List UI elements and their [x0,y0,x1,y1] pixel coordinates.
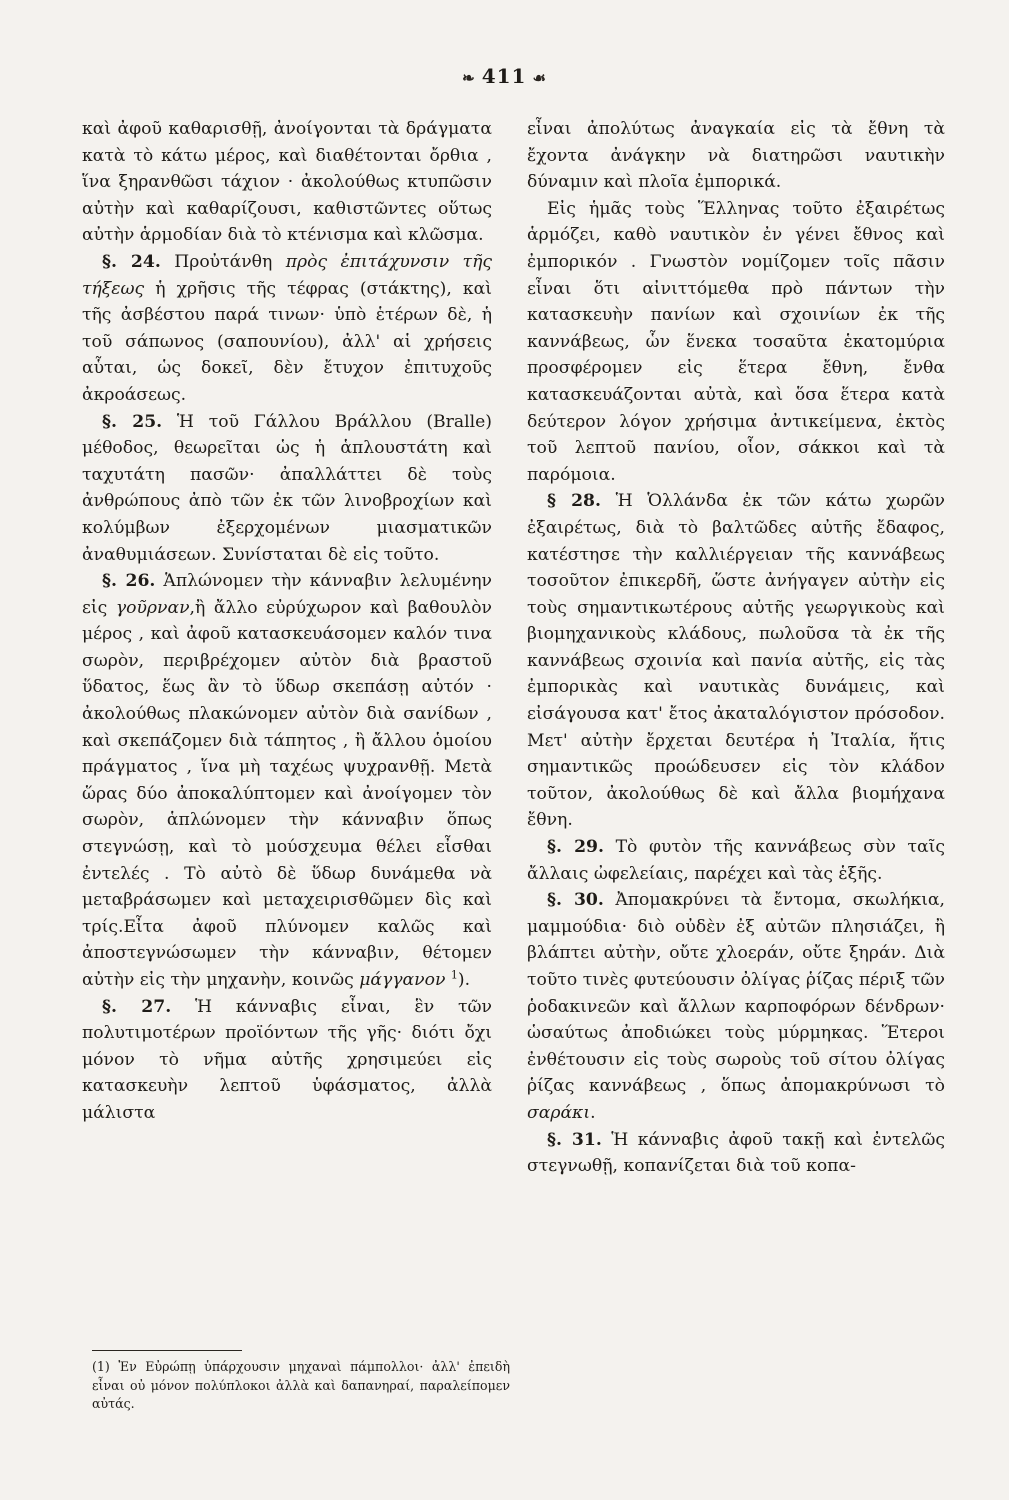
footnote-rule [92,1350,242,1351]
text-run: ἡ χρῆσις τῆς τέφρας (στάκτης), καὶ τῆς ἀσβέστου παρά τινων· ὑπὸ ἑτέρων δὲ, ἡ τοῦ σάπωνος (σαπουνίου), ἀλλ' αἱ χρήσεις αὗται, ὡς δοκεῖ, δὲν ἔτυχον ἐπιτυχοῦς ἀκροάσεως. [82,278,492,405]
ornament-right-icon: ☙ [532,69,547,87]
text-run: Ἡ κάνναβις ἀφοῦ τακῇ καὶ ἐντελῶς στεγνωθῇ, κοπανίζεται διὰ τοῦ κοπα- [527,1129,946,1177]
section-paragraph [527,834,945,887]
section-number: §. 24. [102,251,161,272]
section-paragraph [82,568,492,994]
italic-text: σαράκι [527,1102,591,1123]
italic-text: μάγγανον [359,970,446,990]
section-paragraph [82,249,492,409]
paragraph: Εἰς ἡμᾶς τοὺς Ἕλληνας τοῦτο ἐξαιρέτως ἁρμόζει, καθὸ ναυτικὸν ἐν γένει ἔθνος καὶ ἐμπορικόν . Γνωστὸν νομίζομεν τοῖς πᾶσιν εἶναι ὅτι αἰνιττόμεθα πρὸ πάντων τὴν κατασκευὴν πανίων καὶ σχοινίων ἐκ τῆς καννάβεως, ὧν ἕνεκα τοσαῦτα ἑκατομύρια προσφέρομεν εἰς ἕτερα ἔθνη, ἔνθα κατασκευάζονται αὐτὰ, καὶ ὅσα ἕτερα κατὰ δεύτερον λόγον χρήσιμα ἀντικείμενα, ἐκτὸς τοῦ λεπτοῦ πανίου, οἷον, σάκκοι καὶ τὰ παρόμοια. [527,198,945,485]
text-run: Προὐτάνθη [174,251,286,272]
section-number: §. 26. [102,571,156,592]
text-run: ,ἢ ἄλλο εὐρύχωρον καὶ βαθουλὸν μέρος , καὶ ἀφοῦ κατασκευάσομεν καλόν τινα σωρὸν, περιβρέχομεν αὐτὸν διὰ βραστοῦ ὕδατος, ἕως ἂν τὸ ὕδωρ σκεπάσῃ αὐτόν · ἀκολούθως πλακώνομεν αὐτὸν διὰ σανίδων , καὶ σκεπάζομεν διὰ τάπητος , ἢ ἄλλου ὁμοίου πράγματος , ἵνα μὴ ταχέως ψυχρανθῇ. Μετὰ ὥρας δύο ἀποκαλύπτομεν καὶ ἀνοίγομεν τὸν σωρὸν, ἁπλώνομεν τὴν κάνναβιν ὅπως στεγνώσῃ, καὶ τὸ μούσχευμα θέλει εἶσθαι ἐντελές . Τὸ αὐτὸ δὲ ὕδωρ δυνάμεθα νὰ μεταβράσωμεν καὶ μεταχειρισθῶμεν δὶς καὶ τρίς.Εἶτα ἀφοῦ πλύνομεν καλῶς καὶ ἀποστεγνώσωμεν τὴν κάνναβιν, θέτομεν αὐτὴν εἰς τὴν μηχανὴν, κοινῶς [82,597,492,990]
section-number: §. 31. [547,1129,602,1150]
text-run: ). [457,970,471,990]
page-number: 411 [481,64,527,88]
section-paragraph [82,994,492,1127]
right-column [527,116,945,1180]
section-number: §. 25. [102,411,163,432]
paragraph: καὶ ἀφοῦ καθαρισθῇ, ἀνοίγονται τὰ δράγματα κατὰ τὸ κάτω μέρος, καὶ διαθέτονται ὄρθια , ἵνα ξηρανθῶσι τάχιον · ἀκολούθως κτυπῶσιν αὐτὴν καὶ καθαρίζουσι, καθιστῶντες οὕτως αὐτὴν ἁρμοδίαν διὰ τὸ κτένισμα καὶ κλῶσμα. [82,119,492,246]
section-paragraph [527,1127,945,1180]
text-run: Ἡ Ὁλλάνδα ἐκ τῶν κάτω χωρῶν ἐξαιρέτως, διὰ τὸ βαλτῶδες αὐτῆς ἔδαφος, κατέστησε τὴν καλλιέργειαν τῆς καννάβεως τοσοῦτον ἐπικερδῆ, ὥστε ἀνήγαγεν αὐτὴν εἰς τοὺς σημαντικωτέρους αὐτῆς γεωργικοὺς καὶ βιομηχανικοὺς κλάδους, πωλοῦσα τὰ ἐκ τῆς καννάβεως σχοινία καὶ πανία αὐτῆς, εἰς τὰς ἐμπορικὰς καὶ ναυτικὰς δυνάμεις, καὶ εἰσάγουσα κατ' ἔτος ἀκαταλόγιστον πρόσοδον. Μετ' αὐτὴν ἔρχεται δευτέρα ἡ Ἰταλία, ἥτις σημαντικῶς προώδευσεν εἰς τὸν κλάδον τοῦτον, ἀκολούθως δὲ καὶ ἄλλα βιομήχανα ἔθνη. [527,491,946,831]
section-number: §. 29. [547,837,604,858]
text-run: Ἡ κάνναβις εἶναι, ἓν τῶν πολυτιμοτέρων προϊόντων τῆς γῆς· διότι ὄχι μόνον τὸ νῆμα αὐτῆς χρησιμεύει εἰς κατασκευὴν λεπτοῦ ὑφάσματος, ἀλλὰ μάλιστα [82,996,492,1123]
page-header [0,64,1009,88]
text-run: Ἡ τοῦ Γάλλου Βράλλου (Bralle) μέθοδος, θεωρεῖται ὡς ἡ ἁπλουστάτη καὶ ταχυτάτη πασῶν· ἀπαλλάττει δὲ τοὺς ἀνθρώπους ἀπὸ τῶν ἐκ τῶν λινοβροχίων καὶ κολύμβων ἐξερχομένων μιασματικῶν ἀναθυμιάσεων. Συνίσταται δὲ εἰς τοῦτο. [82,411,493,565]
section-paragraph [527,488,945,834]
text-run: Ἁπλώνομεν τὴν κάνναβιν λελυμένην εἰς [82,571,493,618]
section-paragraph [82,409,492,569]
section-number: § 28. [547,491,602,512]
paragraph: εἶναι ἀπολύτως ἀναγκαία εἰς τὰ ἔθνη τὰ ἔχοντα ἀνάγκην νὰ διατηρῶσι ναυτικὴν δύναμιν καὶ πλοῖα ἐμπορικά. [527,119,945,193]
italic-text: γοῦρναν [115,597,190,618]
footnote-ref: 1 [450,968,458,982]
italic-text: πρὸς ἐπιτάχυνσιν τῆς τήξεως [82,251,492,299]
section-number: §. 27. [102,996,172,1017]
text-run: Ἀπομακρύνει τὰ ἔντομα, σκωλήκια, μαμμούδια· διὸ οὐδὲν ἐξ αὐτῶν πλησιάζει, ἢ βλάπτει αὐτὴν, οὔτε χλοεράν, οὔτε ξηράν. Διὰ τοῦτο τινὲς φυτεύουσιν ὀλίγας ῥίζας πέριξ τῶν ῥοδακινεῶν καὶ ἄλλων καρποφόρων δένδρων· ὡσαύτως ἀποδιώκει τοὺς μύρμηκας. Ἕτεροι ἐνθέτουσιν εἰς τοὺς σωροὺς τοῦ σίτου ὀλίγας ῥίζας καννάβεως , ὅπως ἀπομακρύνωσι τὸ [527,890,945,1097]
section-number: §. 30. [547,890,604,911]
text-run: Τὸ φυτὸν τῆς καννάβεως σὺν ταῖς ἄλλαις ὠφελείαις, παρέχει καὶ τὰς ἑξῆς. [527,837,945,884]
left-column [82,116,492,1127]
footnote [92,1358,510,1414]
section-paragraph [527,887,945,1126]
footnote-marker: (1) [92,1359,110,1374]
text-run: . [590,1102,596,1123]
footnote-text: Ἐν Εὐρώπῃ ὑπάρχουσιν μηχαναὶ πάμπολλοι· ἀλλ' ἐπειδὴ εἶναι οὐ μόνον πολύπλοκοι ἀλλὰ καὶ δαπανηραί, παραλείπομεν αὐτάς. [92,1359,510,1411]
ornament-left-icon: ❧ [462,69,476,87]
